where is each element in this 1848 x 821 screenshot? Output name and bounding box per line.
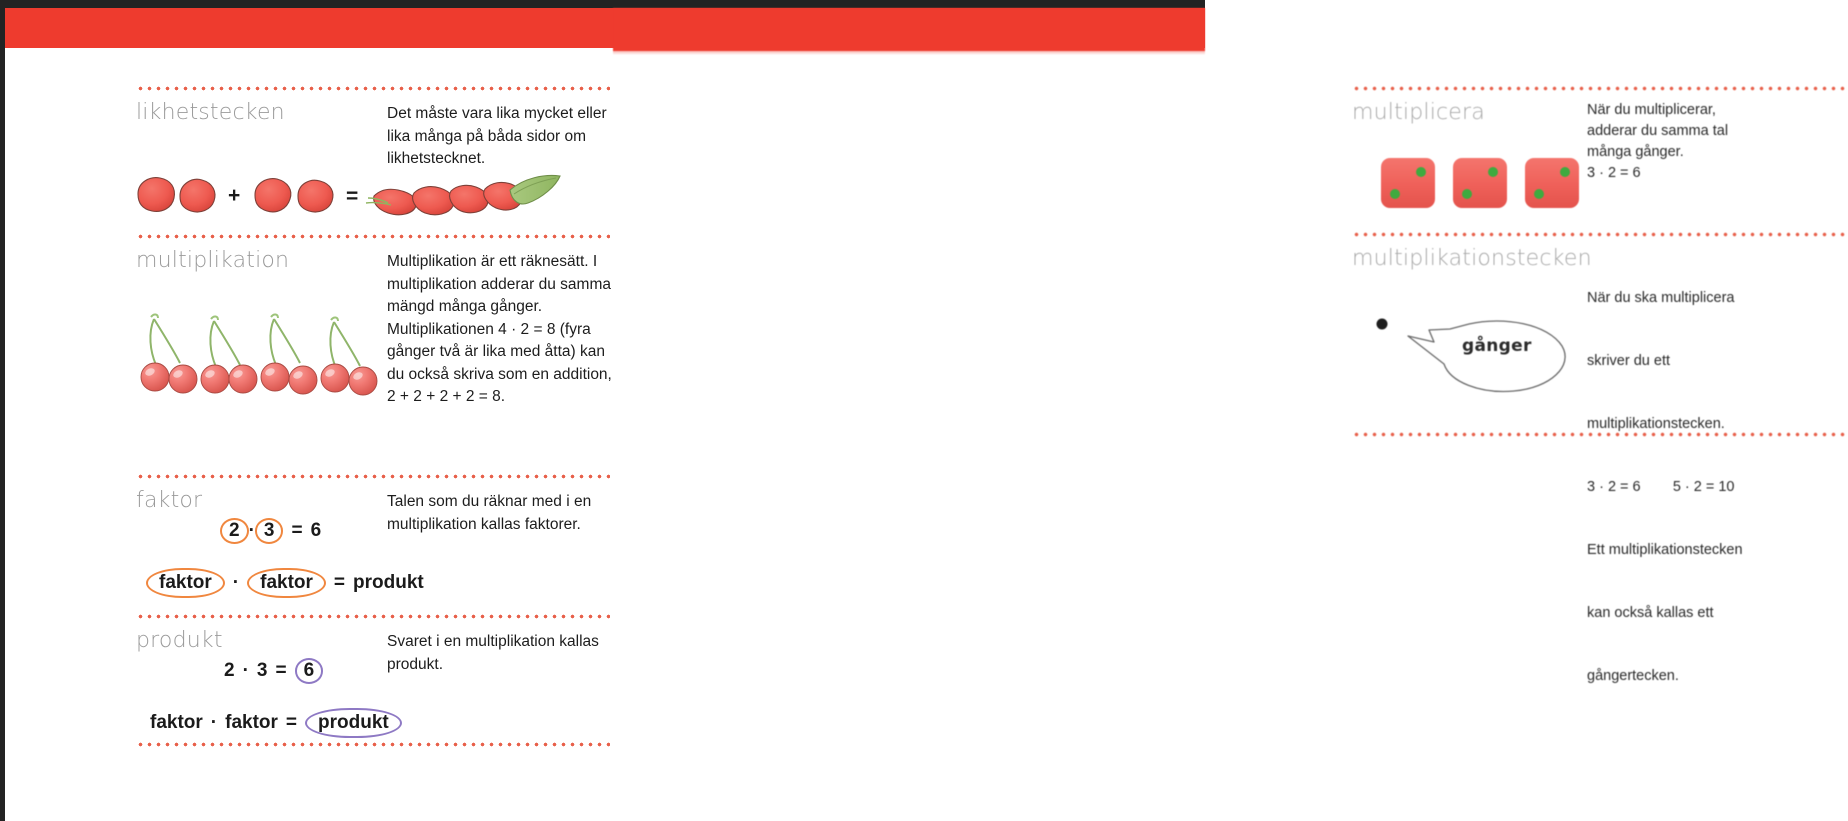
produkt-equation-numbers bbox=[224, 658, 323, 684]
produkt-ring-result bbox=[295, 658, 324, 684]
cherry-pairs-illustration bbox=[136, 303, 386, 398]
separator-dotted bbox=[136, 742, 610, 747]
separator-dotted bbox=[136, 614, 610, 619]
equals-sign: = bbox=[333, 572, 346, 593]
faktor-ring-b bbox=[255, 518, 284, 544]
factor-b-value: 3 bbox=[263, 520, 275, 541]
factor-a-value: 2 bbox=[229, 520, 240, 541]
separator-dotted bbox=[1352, 232, 1848, 237]
term-description bbox=[1587, 100, 1837, 184]
term-title: multiplicera bbox=[1352, 100, 1485, 125]
description-line: multiplikationstecken. bbox=[1587, 416, 1725, 432]
bubble-text: gånger bbox=[1462, 336, 1532, 356]
description-line: adderar du samma tal bbox=[1587, 123, 1729, 139]
term-description: Multiplikation är ett räknesätt. I multiplikation adderar du samma mängd många gånger. Multiplikationen 4 · 2 = 8 (fyra gånger två är lika med åtta) kan du också skriva som en addition, 2 + 2 + 2 + 2 = 8. bbox=[387, 253, 612, 405]
product-value: 6 bbox=[310, 520, 322, 541]
produkt-equation-words bbox=[150, 708, 402, 738]
factor-a-label: faktor bbox=[159, 572, 212, 593]
speech-bubble-illustration bbox=[1372, 300, 1592, 396]
description-equations: 3 · 2 = 6 5 · 2 = 10 bbox=[1587, 479, 1735, 495]
faktor-equation-numbers bbox=[220, 518, 321, 544]
term-description bbox=[1587, 246, 1847, 729]
separator-dotted bbox=[136, 474, 610, 479]
faktor-ring-a bbox=[220, 518, 249, 544]
factor-b-label: faktor bbox=[260, 572, 313, 593]
term-title: faktor bbox=[136, 488, 203, 513]
term-title: multiplikation bbox=[136, 248, 290, 273]
multiplication-dot: · bbox=[232, 572, 240, 593]
term-title: multiplikationstecken bbox=[1352, 246, 1592, 271]
separator-dotted bbox=[136, 234, 610, 239]
term-description: Talen som du räknar med i en multiplikation kallas faktorer. bbox=[387, 493, 592, 533]
faktor-equation-words bbox=[146, 568, 424, 598]
radishes-equation-illustration bbox=[136, 172, 506, 220]
red-banner-right-scan bbox=[613, 8, 1205, 51]
description-equation: 3 · 2 = 6 bbox=[1587, 165, 1641, 181]
faktor-word-ring-a bbox=[146, 568, 225, 598]
description-line: skriver du ett bbox=[1587, 353, 1670, 369]
description-line: När du ska multiplicera bbox=[1587, 290, 1735, 306]
term-description: Det måste vara lika mycket eller lika många på båda sidor om likhetstecknet. bbox=[387, 105, 607, 167]
separator-dotted bbox=[136, 86, 610, 91]
multiplication-dot: · bbox=[210, 712, 218, 733]
product-label: produkt bbox=[318, 712, 389, 733]
factor-a-label: faktor bbox=[150, 712, 203, 733]
description-line: många gånger. bbox=[1587, 144, 1684, 160]
equals-sign: = bbox=[275, 660, 287, 681]
term-description: Svaret i en multiplikation kallas produkt. bbox=[387, 633, 599, 673]
multiplication-dot: · bbox=[248, 520, 255, 541]
multiplication-dot-symbol bbox=[1377, 319, 1388, 330]
description-line: När du multiplicerar, bbox=[1587, 102, 1716, 118]
description-line: gångertecken. bbox=[1587, 668, 1679, 684]
factor-b-value: 3 bbox=[256, 660, 268, 681]
svg-text:+: + bbox=[228, 184, 241, 207]
product-value: 6 bbox=[303, 660, 315, 681]
factor-a-value: 2 bbox=[224, 660, 235, 681]
equals-sign: = bbox=[291, 520, 303, 541]
description-line: kan också kallas ett bbox=[1587, 605, 1714, 621]
produkt-word-ring bbox=[305, 708, 402, 738]
term-title: produkt bbox=[136, 628, 223, 653]
multiplication-dot: · bbox=[242, 660, 249, 681]
description-line: Ett multiplikationstecken bbox=[1587, 542, 1743, 558]
product-label: produkt bbox=[353, 572, 424, 593]
three-dice-illustration bbox=[1377, 152, 1582, 214]
factor-b-label: faktor bbox=[225, 712, 278, 733]
svg-text:=: = bbox=[346, 185, 359, 208]
window-left-edge bbox=[0, 0, 5, 821]
window-top-edge bbox=[0, 0, 1205, 8]
separator-dotted bbox=[1352, 86, 1848, 91]
term-title: likhetstecken bbox=[136, 100, 285, 125]
equals-sign: = bbox=[285, 712, 298, 733]
faktor-word-ring-b bbox=[247, 568, 326, 598]
